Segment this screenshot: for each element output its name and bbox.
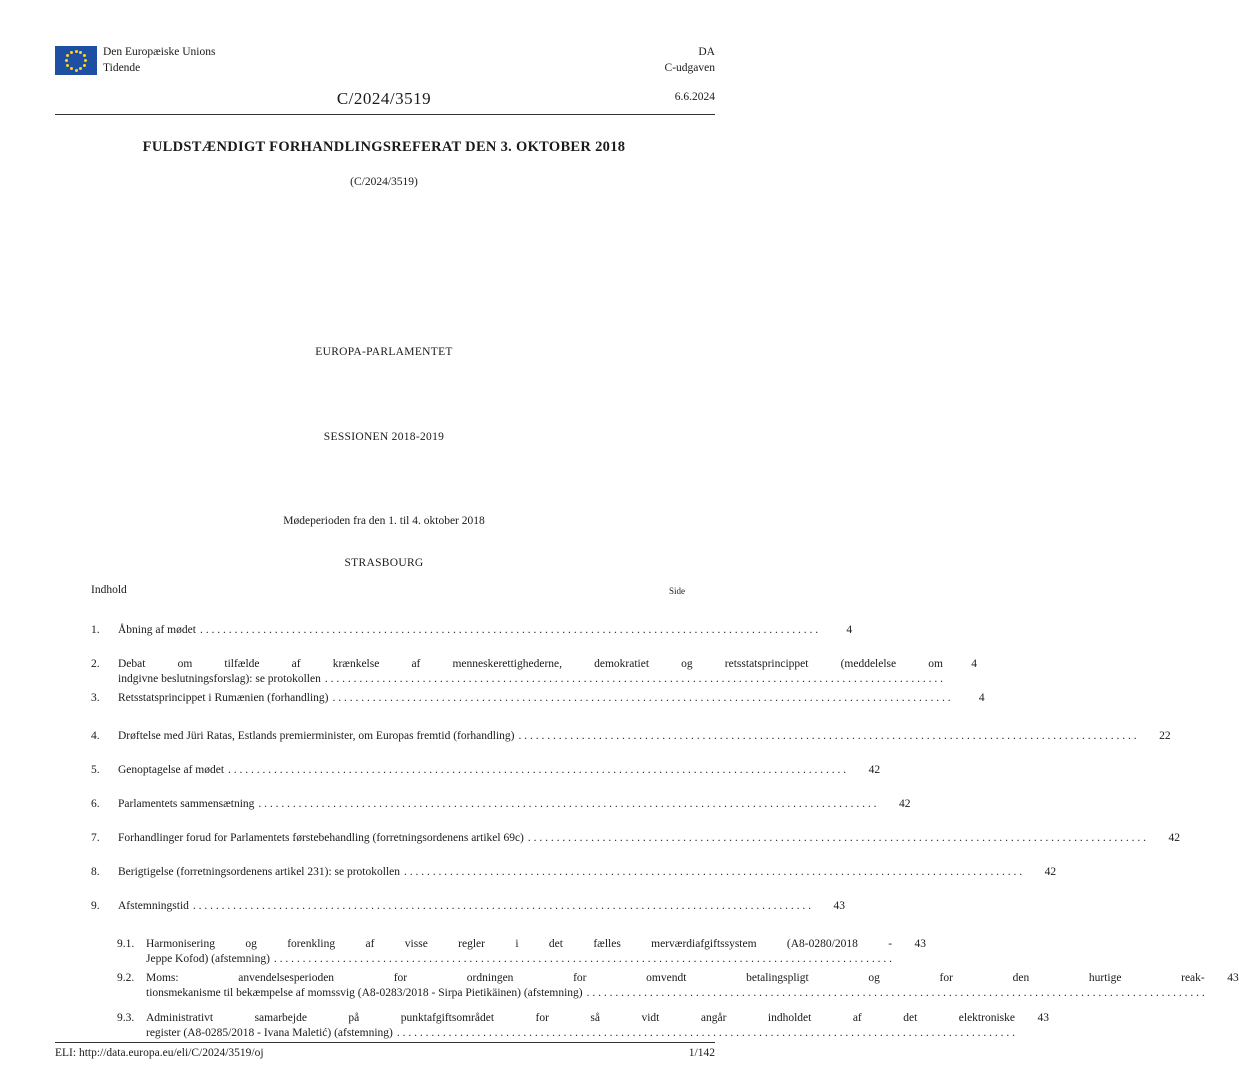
page-header — [55, 44, 715, 84]
toc-heading: Indhold — [91, 584, 127, 596]
eu-star-icon — [79, 67, 82, 70]
toc-dot-leader — [393, 1026, 1015, 1041]
toc-entry-title: Afstemningstid — [118, 900, 189, 912]
edition-name: C-udgaven — [664, 62, 715, 74]
session-name: SESSIONEN 2018-2019 — [323, 431, 445, 443]
toc-entry-title-line1: Moms: anvendelsesperioden for ordningen for omvendt betalingspligt og for den hurtige reak- — [146, 972, 1205, 984]
toc-entry-number: 9.1. — [117, 938, 135, 950]
toc-entry-6[interactable] — [91, 797, 911, 812]
toc-entry-page: 22 — [1159, 730, 1171, 742]
document-id: C/2024/3519 — [336, 89, 432, 108]
toc-entry-4[interactable] — [91, 729, 1171, 744]
eu-star-icon — [75, 50, 78, 53]
toc-entry-number: 1. — [91, 624, 100, 636]
toc-entry-9[interactable] — [91, 899, 846, 914]
eu-flag-icon — [55, 46, 97, 75]
toc-sub-entry-1[interactable] — [91, 937, 927, 967]
toc-entry-title-line2: Jeppe Kofod) (afstemning) — [146, 953, 270, 965]
publication-name-line1: Den Europæiske Unions — [103, 46, 216, 58]
toc-entry-5[interactable] — [91, 763, 881, 778]
footer-divider — [55, 1042, 715, 1043]
toc-entry-number: 9.2. — [117, 972, 135, 984]
toc-entry-title: Berigtigelse (forretningsordenens artikel 231): se protokollen — [118, 866, 400, 878]
toc-entry-title: Parlamentets sammensætning — [118, 798, 255, 810]
eu-star-icon — [70, 67, 73, 70]
footer-eli-link[interactable]: ELI: http://data.europa.eu/eli/C/2024/3519/oj — [55, 1047, 264, 1059]
toc-entry-page: 43 — [1037, 1012, 1049, 1024]
toc-entry-page: 4 — [846, 624, 853, 636]
organization-name: EUROPA-PARLAMENTET — [315, 346, 453, 358]
toc-entry-page: 4 — [971, 658, 977, 670]
toc-sub-entry-3[interactable] — [91, 1011, 1049, 1041]
toc-entry-number: 9. — [91, 900, 100, 912]
toc-entry-title: Retsstatsprincippet i Rumænien (forhandling) — [118, 692, 329, 704]
session-period: Mødeperioden fra den 1. til 4. oktober 2018 — [283, 515, 485, 527]
toc-sub-entry-2[interactable] — [91, 971, 1239, 1001]
language-edition — [665, 44, 715, 76]
eu-star-icon — [79, 51, 82, 54]
toc-dot-leader — [254, 797, 876, 812]
toc-entry-page: 43 — [833, 900, 846, 912]
toc-entry-title: Forhandlinger forud for Parlamentets førstebehandling (forretningsordenens artikel 69c) — [118, 832, 524, 844]
toc-entry-1[interactable] — [91, 623, 853, 638]
toc-entry-title: Drøftelse med Jüri Ratas, Estlands premierminister, om Europas fremtid (forhandling) — [118, 730, 515, 742]
eu-star-icon — [65, 59, 68, 62]
toc-dot-leader — [515, 729, 1137, 744]
eu-star-icon — [75, 69, 78, 72]
toc-entry-3[interactable] — [91, 691, 985, 706]
publication-name-line2: Tidende — [103, 62, 141, 74]
toc-dot-leader — [224, 763, 846, 778]
toc-entry-title: Genoptagelse af mødet — [118, 764, 225, 776]
toc-entry-title-line2: tionsmekanisme til bekæmpelse af momssvig (A8-0283/2018 - Sirpa Pietikäinen) (afstemning) — [146, 987, 583, 999]
toc-entry-7[interactable] — [91, 831, 1181, 846]
document-sub-id: (C/2024/3519) — [350, 176, 418, 188]
toc-entry-number: 2. — [91, 658, 100, 670]
toc-entry-number: 6. — [91, 798, 100, 810]
toc-entry-page: 43 — [1227, 972, 1239, 984]
toc-entry-2[interactable] — [91, 657, 977, 687]
publication-date: 6.6.2024 — [674, 91, 715, 103]
session-city: STRASBOURG — [344, 557, 424, 569]
toc-entry-page: 42 — [899, 798, 911, 810]
toc-entry-title-line1: Harmonisering og forenkling af visse regler i det fælles merværdiafgiftssystem (A8-0280/2018 - — [146, 938, 893, 950]
toc-dot-leader — [328, 691, 950, 706]
toc-entry-title-line2: register (A8-0285/2018 - Ivana Maletić) (afstemning) — [146, 1027, 393, 1039]
eu-star-icon — [83, 54, 86, 57]
toc-entry-page: 42 — [868, 764, 881, 776]
eu-star-icon — [83, 64, 86, 67]
eu-star-icon — [66, 54, 69, 57]
toc-entry-title: Åbning af mødet — [118, 624, 196, 636]
language-code: DA — [698, 46, 715, 58]
toc-dot-leader — [189, 899, 811, 914]
toc-entry-title-line1: Debat om tilfælde af krænkelse af menneskerettighederne, demokratiet og retsstatsprincippet (meddelelse om — [118, 658, 943, 670]
toc-dot-leader — [400, 865, 1022, 880]
toc-page-heading: Side — [668, 586, 685, 596]
toc-entry-page: 43 — [914, 938, 927, 950]
toc-entry-number: 7. — [91, 832, 100, 844]
toc-entry-title-line2: indgivne beslutningsforslag): se protokollen — [118, 673, 321, 685]
toc-entry-title-line1: Administrativt samarbejde på punktafgiftsområdet for så vidt angår indholdet af det elektroniske — [146, 1012, 1015, 1024]
publication-name — [103, 44, 215, 76]
toc-entry-number: 4. — [91, 730, 100, 742]
toc-entry-page: 42 — [1168, 832, 1181, 844]
footer-page-number: 1/142 — [688, 1047, 715, 1059]
toc-entry-number: 8. — [91, 866, 100, 878]
toc-entry-number: 5. — [91, 764, 100, 776]
toc-entry-page: 4 — [978, 692, 985, 704]
toc-entry-8[interactable] — [91, 865, 1057, 880]
toc-dot-leader — [583, 986, 1205, 1001]
toc-entry-number: 9.3. — [117, 1012, 135, 1024]
toc-entry-number: 3. — [91, 692, 100, 704]
eu-star-icon — [66, 64, 69, 67]
toc-entry-page: 42 — [1044, 866, 1057, 878]
document-title: FULDSTÆNDIGT FORHANDLINGSREFERAT DEN 3. OKTOBER 2018 — [142, 139, 626, 155]
header-divider — [55, 114, 715, 115]
toc-dot-leader — [321, 672, 943, 687]
eu-star-icon — [70, 51, 73, 54]
toc-dot-leader — [270, 952, 892, 967]
eu-star-icon — [84, 59, 87, 62]
toc-dot-leader — [524, 831, 1146, 846]
toc-dot-leader — [196, 623, 818, 638]
